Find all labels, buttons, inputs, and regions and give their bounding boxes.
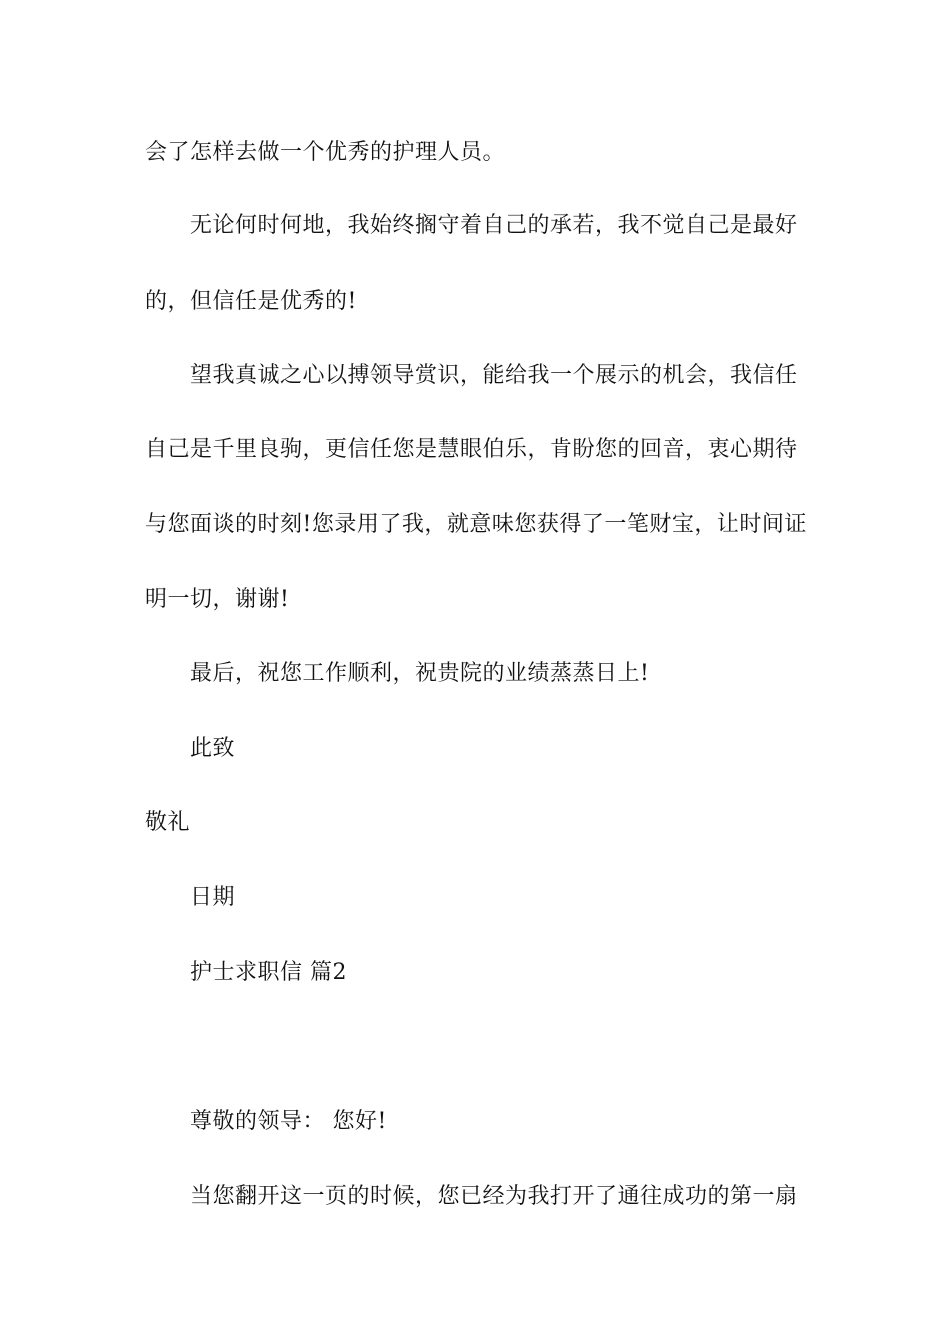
text-line: 明一切，谢谢! xyxy=(145,587,290,612)
letter-greeting: 尊敬的领导： 您好! xyxy=(190,1109,387,1134)
date-label: 日期 xyxy=(190,885,236,910)
text-line: 的，但信任是优秀的! xyxy=(145,289,357,314)
text-line: 当您翻开这一页的时候，您已经为我打开了通往成功的第一扇 xyxy=(190,1184,798,1209)
text-line: 自己是千里良驹，更信任您是慧眼伯乐，肯盼您的回音，衷心期待 xyxy=(145,437,798,462)
closing-regards: 敬礼 xyxy=(145,810,191,835)
text-line: 会了怎样去做一个优秀的护理人员。 xyxy=(145,140,506,165)
closing-salutation: 此致 xyxy=(190,736,236,761)
text-line: 与您面谈的时刻!您录用了我，就意味您获得了一笔财宝，让时间证 xyxy=(145,512,807,537)
section-heading: 护士求职信 篇2 xyxy=(190,960,347,985)
text-line: 望我真诚之心以搏领导赏识，能给我一个展示的机会，我信任 xyxy=(190,363,798,388)
text-line: 无论何时何地，我始终搁守着自己的承若，我不觉自己是最好 xyxy=(190,213,798,238)
text-line: 最后，祝您工作顺利，祝贵院的业绩蒸蒸日上! xyxy=(190,661,650,686)
